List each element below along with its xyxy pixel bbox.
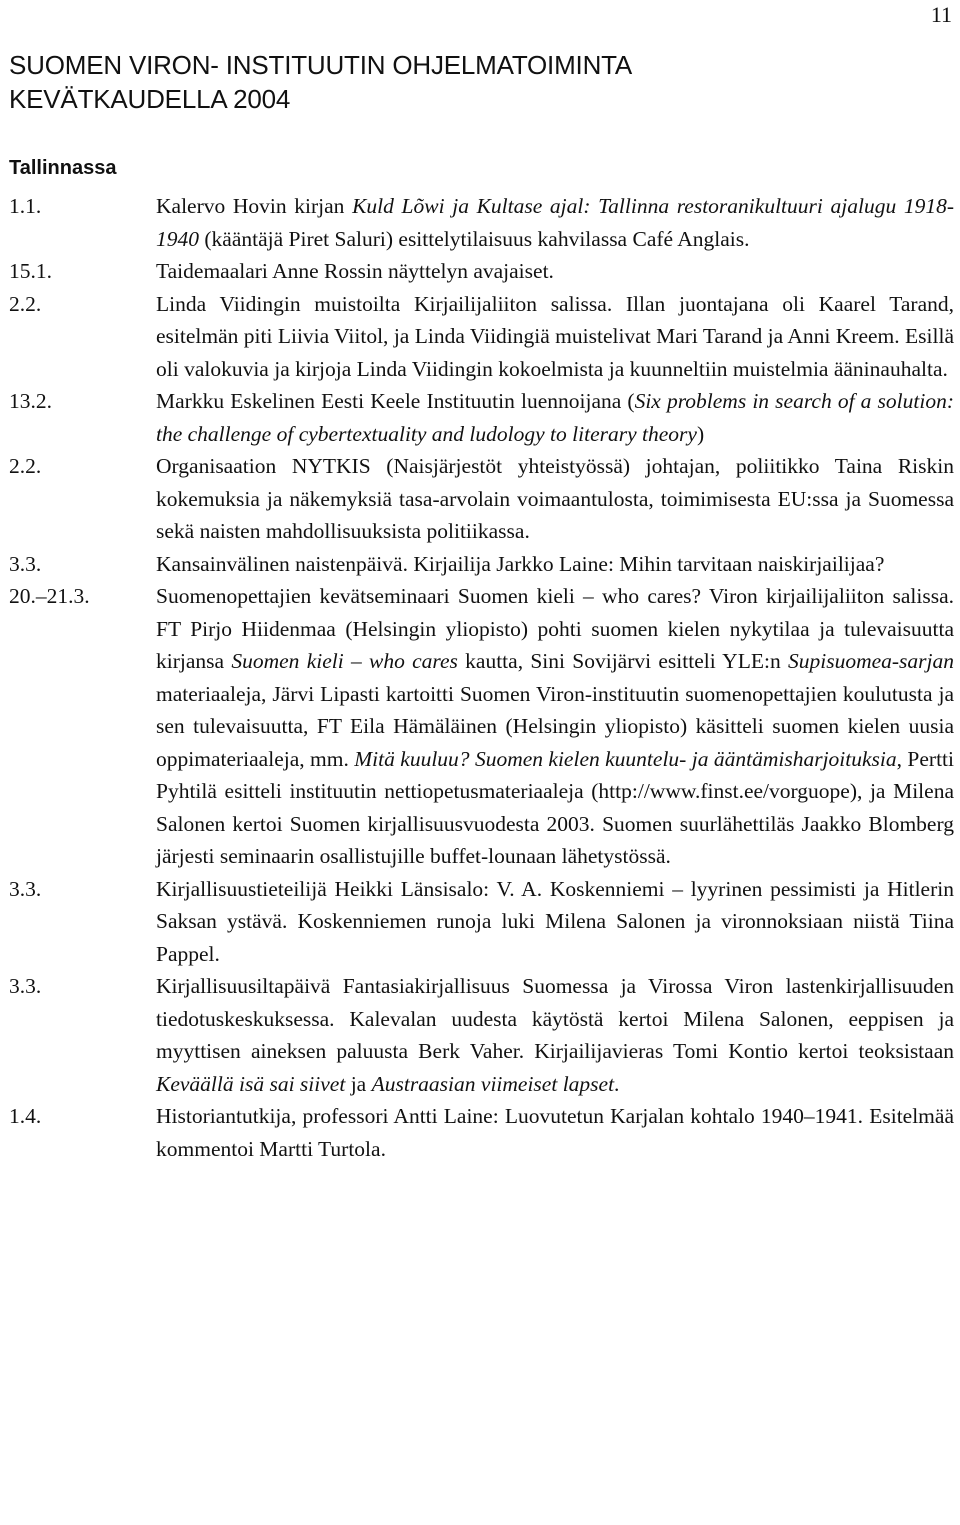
section-heading: Tallinnassa (9, 157, 117, 179)
event-item (0, 970, 960, 1100)
event-item (0, 1100, 960, 1165)
event-item (0, 288, 960, 386)
event-description (156, 450, 954, 548)
text-run: Markku Eskelinen Eesti Keele Instituutin luennoijana ( (156, 389, 635, 413)
event-item (0, 385, 960, 450)
event-description (156, 288, 954, 386)
text-run: (kääntäjä Piret Saluri) esittelytilaisuus kahvilassa Café Anglais. (199, 226, 750, 251)
event-description (156, 580, 954, 873)
event-date: 2.2. (9, 291, 42, 316)
event-date: 20.–21.3. (9, 584, 90, 608)
text-run: Suomenopettajien kevätseminaari Suomen kieli – who cares? Viron kirjailijaliiton salissa. FT Pirjo Hiidenmaa (Helsingin yliopisto) pohti suomen kielen nykytilaa ja tulevaisuutta kirjansa (156, 584, 954, 673)
event-item (0, 255, 960, 288)
book-title: Kuld Lõwi ja Kultase ajal: Tallinna restoranikultuuri ajalugu 1918-1940 (156, 194, 954, 251)
text-run: Kirjallisuustieteilijä Heikki Länsisalo: V. A. Koskenniemi – lyyrinen pessimisti ja Hitlerin Saksan ystävä. Koskenniemen runoja luki Milena Salonen ja vironnoksiaan niistä Tiina Pappel. (156, 876, 954, 966)
book-title: Suomen kieli – who cares (231, 649, 458, 673)
text-run: Kirjallisuusiltapäivä Fantasiakirjallisuus Suomessa ja Virossa Viron lastenkirjallisuuden tiedotuskeskuksessa. Kalevalan uudesta käytöstä kertoi Milena Salonen, eeppisen ja myyttisen aineksen paluusta Berk Vaher. Kirjailijavieras Tomi Kontio kertoi teoksistaan (156, 974, 954, 1063)
event-item (0, 450, 960, 548)
event-item (0, 873, 960, 971)
text-run: materiaaleja, Järvi Lipasti kartoitti Suomen Viron-instituutin suomenopettajien koulutusta ja sen tulevaisuutta, FT Eila Hämäläinen (Helsingin yliopisto) käsitteli suomen kielen uusia oppimateriaaleja, mm. (156, 681, 954, 771)
book-title: Keväällä isä sai siivet (156, 1071, 346, 1096)
book-title: Mitä kuuluu? Suomen kielen kuuntelu- ja ääntämisharjoituksia (354, 746, 897, 771)
text-run: ) (696, 421, 705, 446)
text-run: Organisaation NYTKIS (Naisjärjestöt yhteistyössä) johtajan, poliitikko Taina Riskin kokemuksia ja näkemyksiä tasa-arvolain voimaantulosta, toimimisesta EU:ssa ja Suomessa sekä naisten mahdollisuuksista politiikassa. (156, 454, 954, 543)
text-run: , Pertti Pyhtilä esitteli instituutin nettiopetusmateriaaleja (http://www.finst.ee/vorguope), ja Milena Salonen kertoi Suomen kirjallisuusvuodesta 2003. Suomen suurlähettiläs Jaakko Blomberg järjesti seminaarin osallistujille buffet-lounaan lähetystössä. (156, 746, 954, 868)
title-line-2: KEVÄTKAUDELLA 2004 (9, 84, 291, 114)
event-date: 15.1. (9, 259, 52, 283)
text-run: Historiantutkija, professori Antti Laine: Luovutetun Karjalan kohtalo 1940–1941. Esitelmää kommentoi Martti Turtola. (156, 1104, 954, 1161)
lecture-title: Six problems in search of a solution: the challenge of cybertextuality and ludology to literary theory (156, 389, 954, 446)
text-run: Linda Viidingin muistoilta Kirjailijaliiton salissa. Illan juontajana oli Kaarel Tarand, esitelmän piti Liivia Viitol, ja Linda Viidingiä muistelivat Mari Tarand ja Anni Kreem. Esillä oli valokuvia ja kirjoja Linda Viidingin kokoelmista ja kuunneltiin muistelmia ääninauhalta. (156, 291, 954, 381)
event-item (0, 190, 960, 255)
series-title: Supisuomea-sarjan (787, 649, 955, 673)
text-run: ja (345, 1071, 372, 1096)
event-date: 2.2. (9, 454, 42, 478)
title-line-1: SUOMEN VIRON- INSTITUUTIN OHJELMATOIMINTA (9, 50, 633, 80)
event-item (0, 580, 960, 873)
event-date: 13.2. (9, 389, 52, 413)
document-title (9, 48, 949, 116)
event-date: 1.4. (9, 1104, 42, 1128)
event-description (156, 190, 954, 255)
event-description (156, 1100, 954, 1165)
text-run: kautta, Sini Sovijärvi esitteli YLE:n (457, 649, 788, 673)
event-item (0, 548, 960, 581)
event-list (0, 190, 960, 1165)
page-number: 11 (930, 2, 952, 27)
event-date: 1.1. (9, 194, 42, 218)
event-date: 3.3. (9, 551, 42, 576)
event-description (156, 385, 954, 450)
event-description (156, 873, 954, 971)
event-description (156, 255, 954, 288)
text-run: Kansainvälinen naistenpäivä. Kirjailija Jarkko Laine: Mihin tarvitaan naiskirjailijaa? (156, 551, 885, 576)
text-run: Taidemaalari Anne Rossin näyttelyn avajaiset. (156, 259, 554, 283)
event-date: 3.3. (9, 974, 42, 998)
text-run: . (614, 1071, 620, 1096)
text-run: Kalervo Hovin kirjan (156, 194, 353, 218)
event-description (156, 548, 954, 581)
event-date: 3.3. (9, 876, 42, 901)
event-description (156, 970, 954, 1100)
book-title: Austraasian viimeiset lapset (371, 1071, 615, 1096)
